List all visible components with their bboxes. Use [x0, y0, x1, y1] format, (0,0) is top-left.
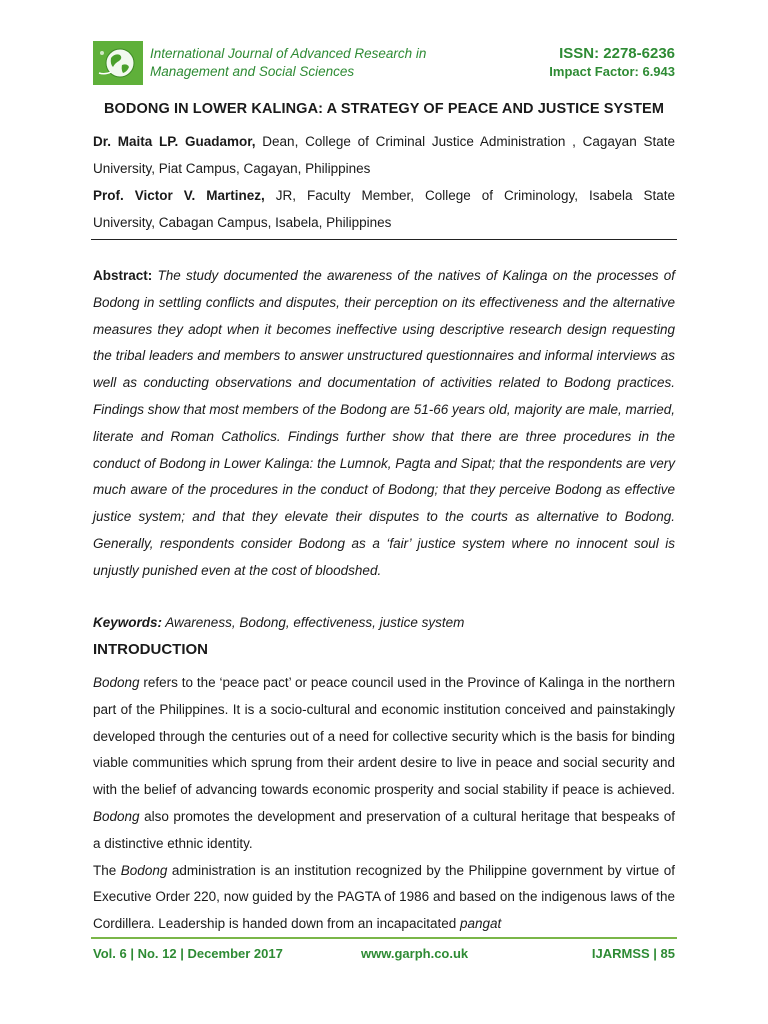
term: Bodong: [120, 862, 168, 878]
author-2-line1: [93, 182, 675, 209]
term: Bodong: [93, 675, 140, 690]
author-2-affiliation: JR, Faculty Member, College of Criminology, Isabela State: [275, 188, 675, 203]
paragraph: [93, 670, 675, 858]
keywords-label: Keywords:: [93, 615, 163, 630]
author-1-affiliation: Dean, College of Criminal Justice Administration , Cagayan State: [262, 134, 675, 149]
introduction-heading: INTRODUCTION: [93, 641, 208, 658]
issn: ISSN: 2278-6236: [559, 45, 675, 62]
author-2-name: Prof. Victor V. Martinez,: [93, 188, 265, 203]
globe-icon: [93, 41, 143, 85]
author-1-line1: [93, 128, 675, 155]
keywords: [93, 612, 675, 634]
paragraph-text: administration is an institution recognized by the Philippine government by virtue of Executive Order 220, now guided by the PAGTA of 1986 and based on the indigenous laws of the Cordillera. Leadership is handed down from an incapacitated: [93, 862, 675, 932]
author-1-line2: University, Piat Campus, Cagayan, Philippines: [93, 161, 371, 176]
journal-name: [150, 45, 426, 81]
journal-name-line2: Management and Social Sciences: [150, 64, 355, 79]
paper-title: BODONG IN LOWER KALINGA: A STRATEGY OF PEACE AND JUSTICE SYSTEM: [103, 101, 664, 117]
footer-divider: [91, 937, 677, 939]
authors: [93, 128, 675, 236]
term: Bodong: [93, 808, 140, 824]
journal-name-line1: International Journal of Advanced Research in: [150, 46, 427, 61]
author-1-name: Dr. Maita LP. Guadamor,: [93, 134, 256, 149]
divider: [91, 239, 677, 240]
volume-info: Vol. 6 | No. 12 | December 2017: [93, 946, 283, 961]
page-footer: [93, 946, 675, 966]
introduction-body: [93, 670, 675, 938]
abstract-text: The study documented the awareness of the natives of Kalinga on the processes of Bodong in settling conflicts and disputes, their perception on its effectiveness and the alternative measures they adopt when it becomes ineffective using descriptive research design requesting the tribal leaders and members to answer unstructured questionnaires and informal interviews as well as conducting observations and documentation of activities related to Bodong practices. Findings show that most members of the Bodong are 51-66 years old, majority are male, married, literate and Roman Catholics. Findings further show that there are three procedures in the conduct of Bodong in Lower Kalinga: the Lumnok, Pagta and Sipat; that the respondents are very much aware of the procedures in the conduct of Bodong; that they perceive Bodong as effective justice system; and that they elevate their disputes to the courts as alternative to Bodong. Generally, respondents consider Bodong as a ‘fair’ justice system where no innocent soul is unjustly punished even at the cost of bloodshed.: [93, 268, 675, 578]
abstract: [93, 263, 675, 585]
paragraph: [93, 858, 675, 938]
paragraph-text: also promotes the development and preservation of a cultural heritage that bespeaks of a distinctive ethnic identity.: [93, 808, 675, 851]
issn-block: [549, 44, 675, 81]
author-2-line2: University, Cabagan Campus, Isabela, Philippines: [93, 215, 392, 230]
page-number: IJARMSS | 85: [591, 946, 675, 961]
keywords-text: Awareness, Bodong, effectiveness, justice system: [165, 615, 465, 630]
website-link[interactable]: www.garph.co.uk: [361, 946, 469, 961]
term: pangat: [460, 916, 502, 932]
impact-factor: Impact Factor: 6.943: [549, 64, 675, 79]
abstract-label: Abstract:: [93, 268, 153, 283]
journal-header: [93, 40, 675, 86]
paragraph-text: refers to the ‘peace pact’ or peace council used in the Province of Kalinga in the northern part of the Philippines. It is a socio-cultural and economic institution conceived and painstakingly developed through the centuries out of a need for collective security which is the basis for binding viable communities which sprung from their ardent desire to live in peace and social security and with the belief of advancing towards economic prosperity and social stability if peace is achieved.: [93, 675, 675, 798]
paragraph-text: The: [93, 862, 117, 878]
